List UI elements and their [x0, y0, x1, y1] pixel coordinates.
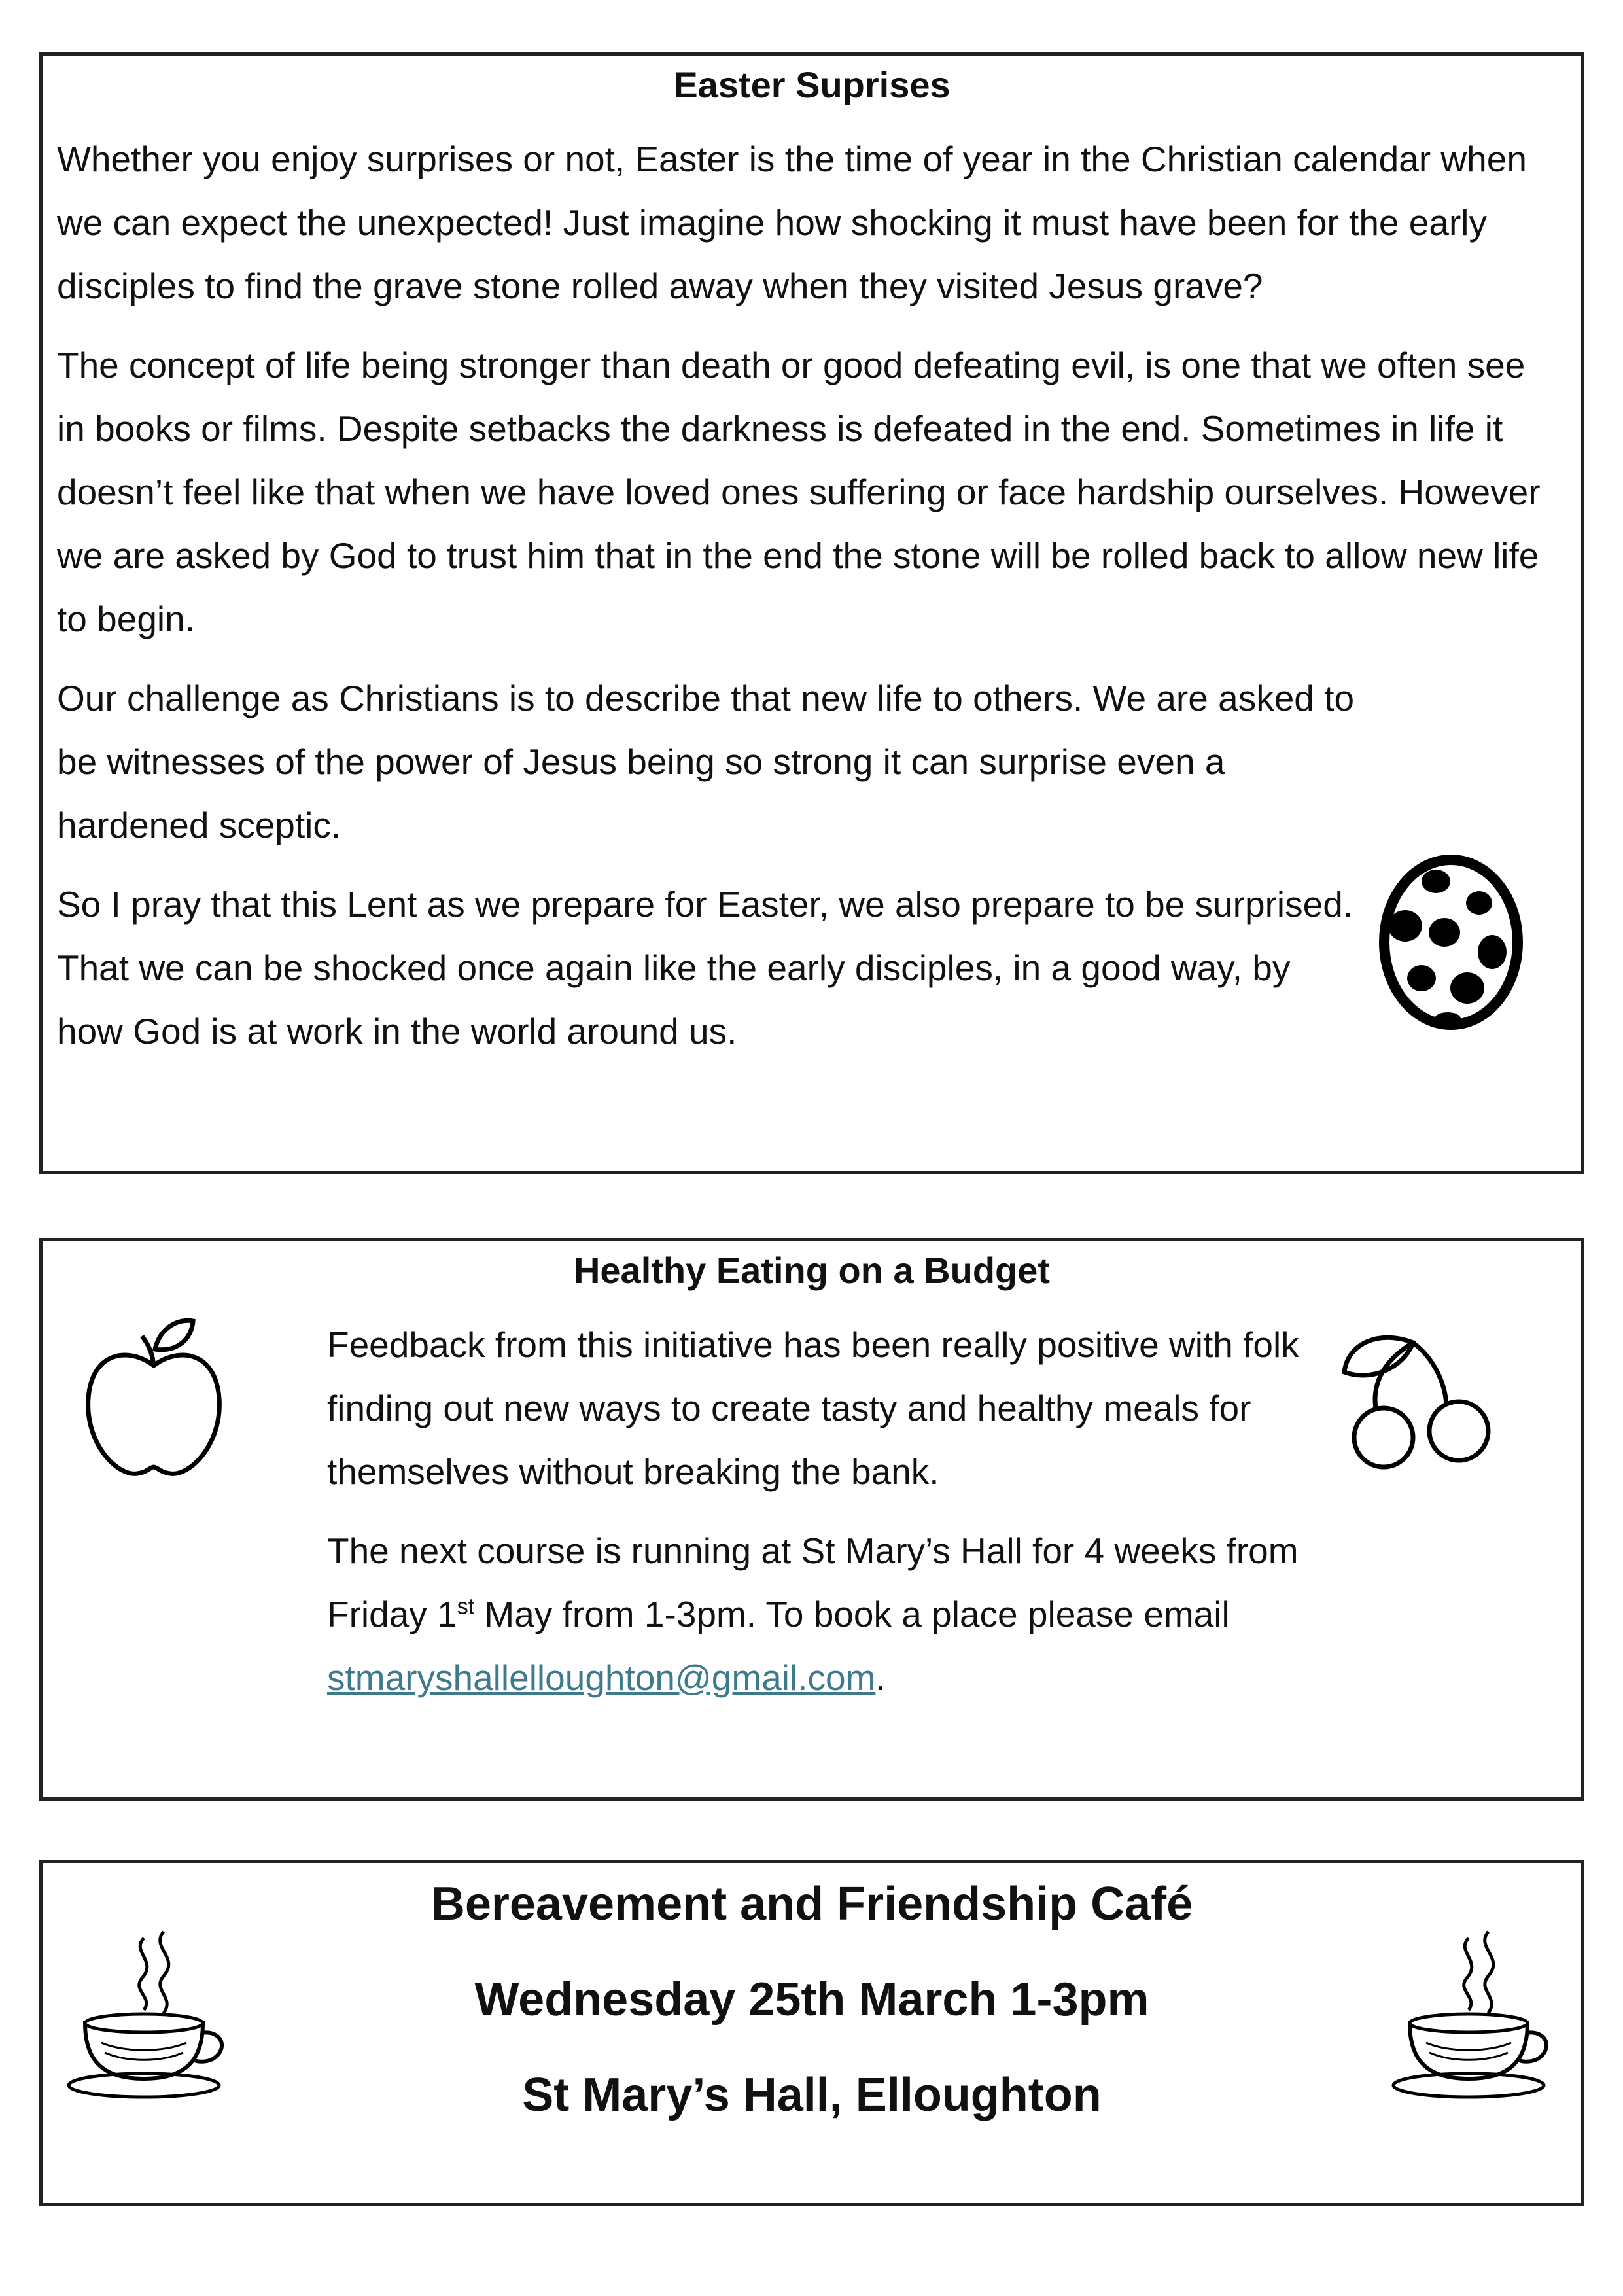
cherry-icon	[1341, 1323, 1505, 1474]
apple-icon	[82, 1313, 226, 1483]
easter-egg-icon	[1376, 847, 1526, 1031]
easter-paragraph-1: Whether you enjoy surprises or not, Easter is the time of year in the Christian calendar when we can expect the unexpected! Just imagine how shocking it must have been for the early disciples to find the grave stone rolled away when they visited Jesus grave?	[57, 139, 1527, 306]
cafe-section	[39, 1860, 1584, 2206]
healthy-eating-title: Healthy Eating on a Budget	[573, 1250, 1051, 1291]
course-booking-text: May from 1-3pm. To book a place please email	[474, 1594, 1230, 1634]
easter-paragraph-2: The concept of life being stronger than death or good defeating evil, is one that we often see in books or films. Despite setbacks the darkness is defeated in the end. Sometimes in life it doesn’t feel like that when we have loved ones suffering or face hardship ourselves. However we are asked by God to trust him that in the end the stone will be rolled back to allow new life to begin.	[57, 345, 1541, 639]
easter-paragraph-3: Our challenge as Christians is to describe that new life to others. We are asked to be witnesses of the power of Jesus being so strong it can surprise even a hardened sceptic.	[57, 678, 1355, 845]
healthy-paragraph-2	[327, 1519, 1361, 1710]
sentence-end: .	[875, 1657, 886, 1698]
coffee-cup-icon	[1390, 1925, 1567, 2108]
easter-section	[39, 52, 1584, 1174]
healthy-eating-body	[327, 1313, 1361, 1725]
easter-body	[57, 128, 1562, 1079]
healthy-paragraph-1: Feedback from this initiative has been really positive with folk finding out new ways to create tasty and healthy meals for themselves without breaking the bank.	[327, 1324, 1299, 1492]
cafe-location: St Mary’s Hall, Elloughton	[522, 2069, 1102, 2121]
email-link[interactable]: stmaryshallelloughton@gmail.com	[327, 1657, 876, 1698]
cafe-title: Bereavement and Friendship Café	[430, 1878, 1193, 1930]
easter-title: Easter Suprises	[673, 64, 951, 105]
ordinal-suffix: st	[457, 1594, 475, 1619]
course-details-text: The next course is running at St Mary’s Hall for 4 weeks from Friday 1	[327, 1530, 1299, 1634]
healthy-eating-section	[39, 1238, 1584, 1801]
cafe-date: Wednesday 25th March 1-3pm	[474, 1973, 1149, 2026]
easter-paragraph-4: So I pray that this Lent as we prepare for Easter, we also prepare to be surprised. That we can be shocked once again like the early disciples, in a good way, by how God is at work in the world around us.	[57, 884, 1353, 1051]
